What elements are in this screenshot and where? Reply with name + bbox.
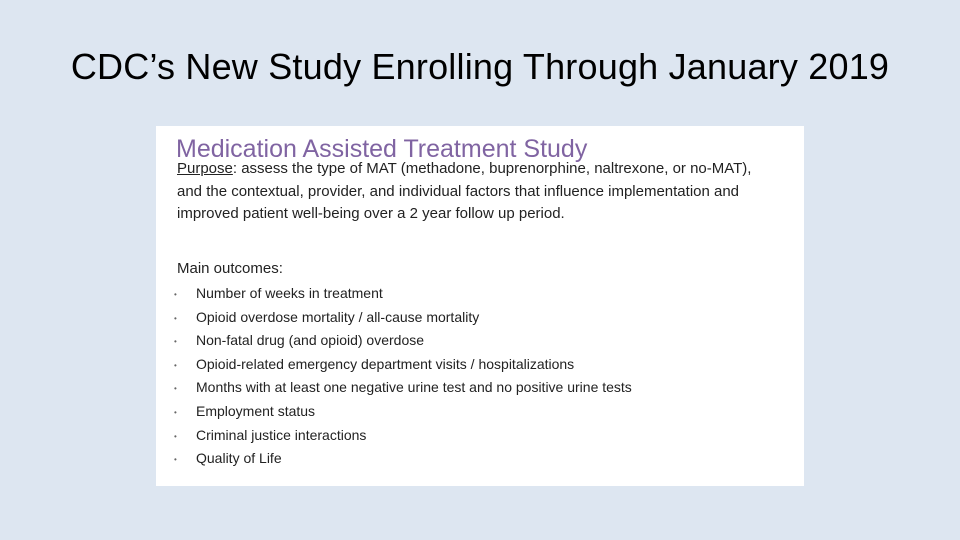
outcome-text: Opioid overdose mortality / all-cause mortality — [196, 308, 480, 325]
bullet-icon: • — [174, 384, 177, 394]
bullet-icon: • — [174, 431, 177, 441]
outcomes-label: Main outcomes: — [177, 260, 283, 277]
outcome-text: Non-fatal drug (and opioid) overdose — [196, 332, 425, 349]
list-item — [172, 282, 632, 306]
list-item — [172, 353, 632, 377]
bullet-icon: • — [174, 455, 177, 465]
slide-title: CDC’s New Study Enrolling Through January 2019 — [70, 46, 890, 87]
purpose-text: : assess the type of MAT (methadone, buprenorphine, naltrexone, or no-MAT), and the contextual, provider, and individual factors that influence implementation and improved patient well-being over a 2 year follow up period. — [177, 160, 752, 222]
bullet-icon: • — [174, 313, 177, 323]
outcome-text: Months with at least one negative urine test and no positive urine tests — [196, 379, 632, 396]
list-item — [172, 400, 632, 424]
purpose-paragraph — [177, 158, 757, 226]
list-item — [172, 306, 632, 330]
bullet-icon: • — [174, 290, 177, 299]
list-item — [172, 329, 632, 353]
list-item — [172, 447, 632, 471]
study-heading: Medication Assisted Treatment Study — [176, 135, 588, 163]
outcomes-list — [172, 282, 632, 471]
outcome-text: Criminal justice interactions — [196, 426, 367, 443]
bullet-icon: • — [174, 360, 177, 370]
outcome-text: Quality of Life — [196, 450, 282, 467]
list-item — [172, 424, 632, 448]
bullet-icon: • — [174, 337, 177, 347]
outcome-text: Number of weeks in treatment — [196, 285, 383, 301]
outcome-text: Opioid-related emergency department visits / hospitalizations — [196, 355, 575, 372]
list-item — [172, 376, 632, 400]
bullet-icon: • — [174, 407, 177, 417]
outcome-text: Employment status — [196, 402, 316, 419]
purpose-label: Purpose — [177, 160, 233, 177]
study-image-panel — [156, 126, 804, 486]
